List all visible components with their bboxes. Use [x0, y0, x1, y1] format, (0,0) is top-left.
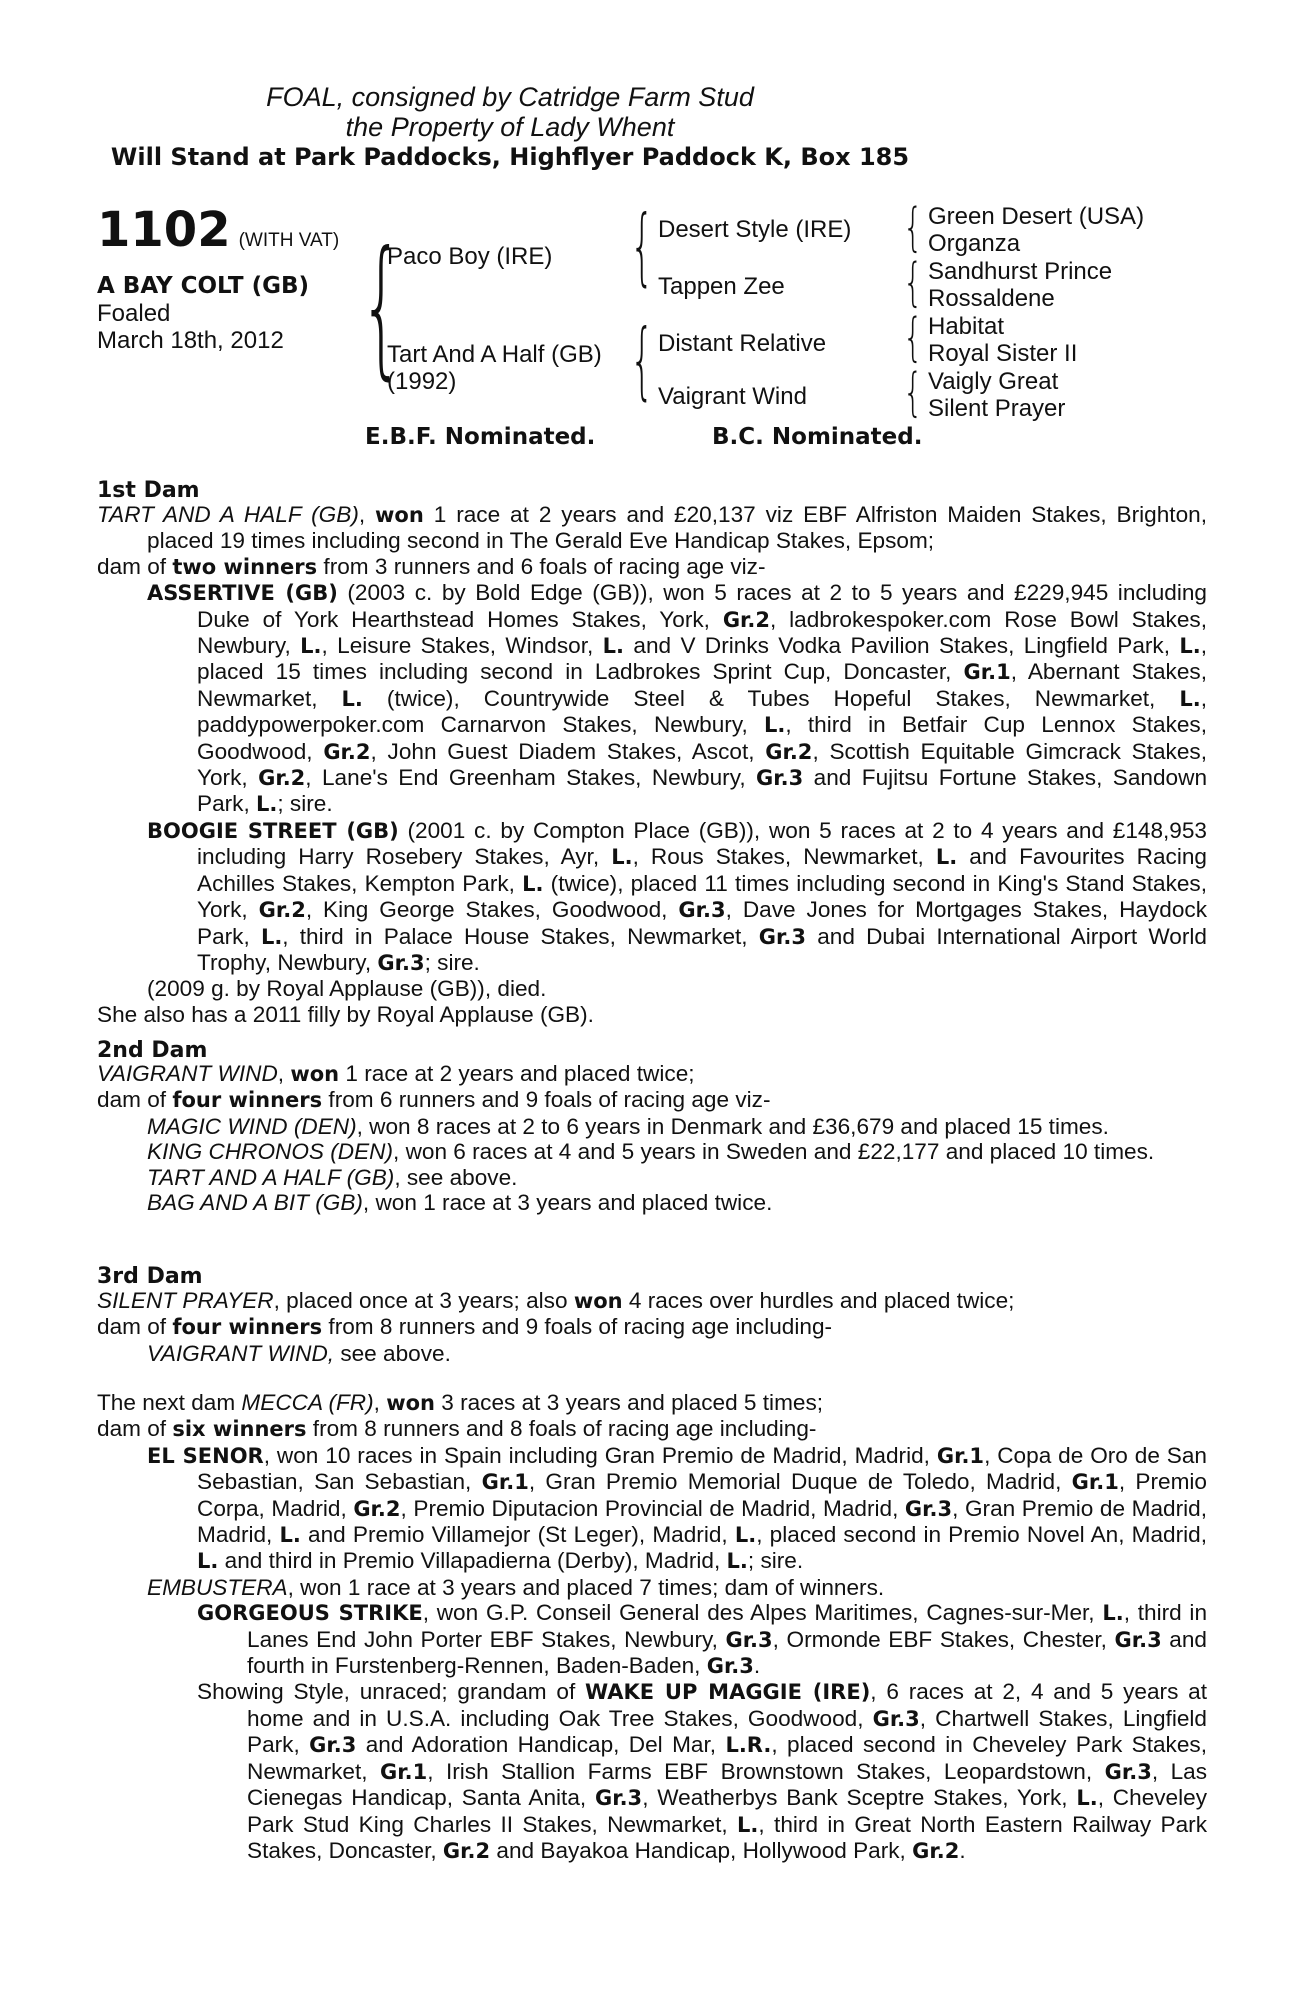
produce-showing-style: Showing Style, unraced; grandam of WAKE UP MAGGIE (IRE), 6 races at 2, 4 and 5 years at home and in U.S.A. including Oak Tree Stakes, Goodwood, Gr.3, Chartwell Stakes, Lingfield Park, Gr.3 and Adoration Handicap, Del Mar, L.R., placed second in Cheveley Park Stakes, Newmarket, Gr.1, Irish Stallion Farms EBF Brownstown Stakes, Leopardstown, Gr.3, Las Cienegas Handicap, Santa Anita, Gr.3, Weatherbys Bank Sceptre Stakes, York, L., Cheveley Park Stud King Charles II Stakes, Newmarket, L., third in Great North Eastern Railway Park Stakes, Doncaster, Gr.2 and Bayakoa Handicap, Hollywood Park, Gr.2. — [197, 1679, 1208, 1863]
produce-embustera: EMBUSTERA, won 1 race at 3 years and placed 7 times; dam of winners. — [147, 1574, 885, 1600]
ped-sss: Green Desert (USA) — [928, 203, 1145, 230]
second-dam-record: VAIGRANT WIND, won 1 race at 2 years and placed twice; — [97, 1061, 695, 1086]
foaled-label: Foaled — [97, 300, 171, 327]
bracket-ds: { — [903, 308, 923, 368]
bracket-dd: { — [903, 363, 923, 423]
next-dam-section — [97, 1390, 1207, 1864]
lot-number-block — [97, 202, 340, 258]
ped-ddd: Silent Prayer — [928, 395, 1066, 422]
ped-dsd: Royal Sister II — [928, 340, 1078, 367]
produce-el-senor: EL SENOR, won 10 races in Spain including Gran Premio de Madrid, Madrid, Gr.1, Copa de Oro de San Sebastian, San Sebastian, Gr.1, Gran Premio Memorial Duque de Toledo, Madrid, Gr.1, Premio Corpa, Madrid, Gr.2, Premio Diputacion Provincial de Madrid, Madrid, Gr.3, Gran Premio de Madrid, Madrid, L. and Premio Villamejor (St Leger), Madrid, L., placed second in Premio Novel An, Madrid, L. and third in Premio Villapadierna (Derby), Madrid, L.; sire. — [147, 1442, 1208, 1574]
bracket-sd: { — [903, 253, 923, 313]
produce-magic-wind: MAGIC WIND (DEN), won 8 races at 2 to 6 years in Denmark and £36,679 and placed 15 times. — [147, 1113, 1109, 1139]
bracket-ss: { — [903, 198, 923, 258]
next-dam-produce-summary: dam of six winners from 8 runners and 8 foals of racing age including- — [97, 1416, 817, 1442]
produce-assertive: ASSERTIVE (GB) (2003 c. by Bold Edge (GB)), won 5 races at 2 to 5 years and £229,945 including Duke of York Hearthstead Homes Stakes, York, Gr.2, ladbrokespoker.com Rose Bowl Stakes, Newbury, L., Leisure Stakes, Windsor, L. and V Drinks Vodka Pavilion Stakes, Lingfield Park, L., placed 15 times including second in Ladbrokes Sprint Cup, Doncaster, Gr.1, Abernant Stakes, Newmarket, L. (twice), Countrywide Steel & Tubes Hopeful Stakes, Newmarket, L., paddypowerpoker.com Carnarvon Stakes, Newbury, L., third in Betfair Cup Lennox Stakes, Goodwood, Gr.2, John Guest Diadem Stakes, Ascot, Gr.2, Scottish Equitable Gimcrack Stakes, York, Gr.2, Lane's End Greenham Stakes, Newbury, Gr.3 and Fujitsu Fortune Stakes, Sandown Park, L.; sire. — [147, 580, 1208, 817]
lot-number: 1102 — [97, 202, 231, 258]
bracket-gen1: { — [360, 220, 403, 394]
dam-name: Tart And A Half (GB) — [387, 341, 602, 368]
sire-dam: Tappen Zee — [658, 273, 785, 300]
first-dam-record: TART AND A HALF (GB), won 1 race at 2 years and £20,137 viz EBF Alfriston Maiden Stakes, Brighton, placed 19 times including second in The Gerald Eve Handicap Stakes, Epsom; — [97, 502, 1207, 554]
ped-sds: Sandhurst Prince — [928, 258, 1113, 285]
second-dam-heading: 2nd Dam — [97, 1038, 208, 1063]
third-dam-section — [97, 1288, 1207, 1366]
sire-name: Paco Boy (IRE) — [387, 243, 553, 270]
dam-dam: Vaigrant Wind — [658, 383, 807, 410]
second-dam-produce-summary: dam of four winners from 6 runners and 9 foals of racing age viz- — [97, 1087, 771, 1113]
third-dam-record: SILENT PRAYER, placed once at 3 years; also won 4 races over hurdles and placed twice; — [97, 1288, 1015, 1313]
produce-vaigrant-wind: VAIGRANT WIND, see above. — [147, 1340, 451, 1366]
vat-note: (WITH VAT) — [238, 230, 340, 251]
second-dam-section — [97, 1061, 1207, 1215]
dam-name-italic: TART AND A HALF (GB) — [97, 502, 359, 527]
ped-sdd: Rossaldene — [928, 285, 1055, 312]
ebf-nominated: E.B.F. Nominated. — [365, 424, 596, 450]
foaled-date: March 18th, 2012 — [97, 327, 284, 354]
produce-bag-and-a-bit: BAG AND A BIT (GB), won 1 race at 3 years and placed twice. — [147, 1190, 773, 1216]
produce-boogie-street: BOOGIE STREET (GB) (2001 c. by Compton Place (GB)), won 5 races at 2 to 4 years and £148,953 including Harry Rosebery Stakes, Ayr, L., Rous Stakes, Newmarket, L. and Favourites Racing Achilles Stakes, Kempton Park, L. (twice), placed 11 times including second in King's Stand Stakes, York, Gr.2, King George Stakes, Goodwood, Gr.3, Dave Jones for Mortgages Stakes, Haydock Park, L., third in Palace House Stakes, Newmarket, Gr.3 and Dubai International Airport World Trophy, Newbury, Gr.3; sire. — [147, 817, 1208, 975]
produce-tart-and-a-half: TART AND A HALF (GB), see above. — [147, 1164, 518, 1190]
third-dam-produce-summary: dam of four winners from 8 runners and 9 foals of racing age including- — [97, 1314, 833, 1340]
produce-king-chronos: KING CHRONOS (DEN), won 6 races at 4 and 5 years in Sweden and £22,177 and placed 10 times. — [147, 1139, 1155, 1165]
property-line: the Property of Lady Whent — [345, 112, 675, 142]
bc-nominated: B.C. Nominated. — [712, 424, 923, 450]
ped-dds: Vaigly Great — [928, 368, 1059, 395]
foaled-block — [97, 300, 284, 354]
dam-year: (1992) — [387, 368, 457, 395]
first-dam-heading: 1st Dam — [97, 478, 200, 503]
produce-gorgeous-strike: GORGEOUS STRIKE, won G.P. Conseil General des Alpes Maritimes, Cagnes-sur-Mer, L., third in Lanes End John Porter EBF Stakes, Newbury, Gr.3, Ormonde EBF Stakes, Chester, Gr.3 and fourth in Furstenberg-Rennen, Baden-Baden, Gr.3. — [197, 1600, 1208, 1679]
bracket-dam: { — [630, 311, 655, 409]
produce-2011-filly: She also has a 2011 filly by Royal Applause (GB). — [97, 1001, 594, 1027]
lot-description: A BAY COLT (GB) — [97, 273, 310, 299]
third-dam-heading: 3rd Dam — [97, 1264, 203, 1289]
ped-dss: Habitat — [928, 313, 1005, 340]
ped-ssd: Organza — [928, 230, 1021, 257]
bracket-sire: { — [630, 197, 655, 295]
first-dam-produce-summary: dam of two winners from 3 runners and 6 foals of racing age viz- — [97, 553, 766, 579]
next-dam-record: The next dam MECCA (FR), won 3 races at 3 years and placed 5 times; — [97, 1390, 824, 1415]
first-dam-section — [97, 502, 1207, 1027]
consignor-line: FOAL, consigned by Catridge Farm Stud — [266, 82, 754, 112]
sire-sire: Desert Style (IRE) — [658, 216, 852, 243]
produce-2009-gelding: (2009 g. by Royal Applause (GB)), died. — [147, 976, 547, 1002]
dam-sire: Distant Relative — [658, 330, 827, 357]
stand-location: Will Stand at Park Paddocks, Highflyer Paddock K, Box 185 — [110, 143, 910, 171]
